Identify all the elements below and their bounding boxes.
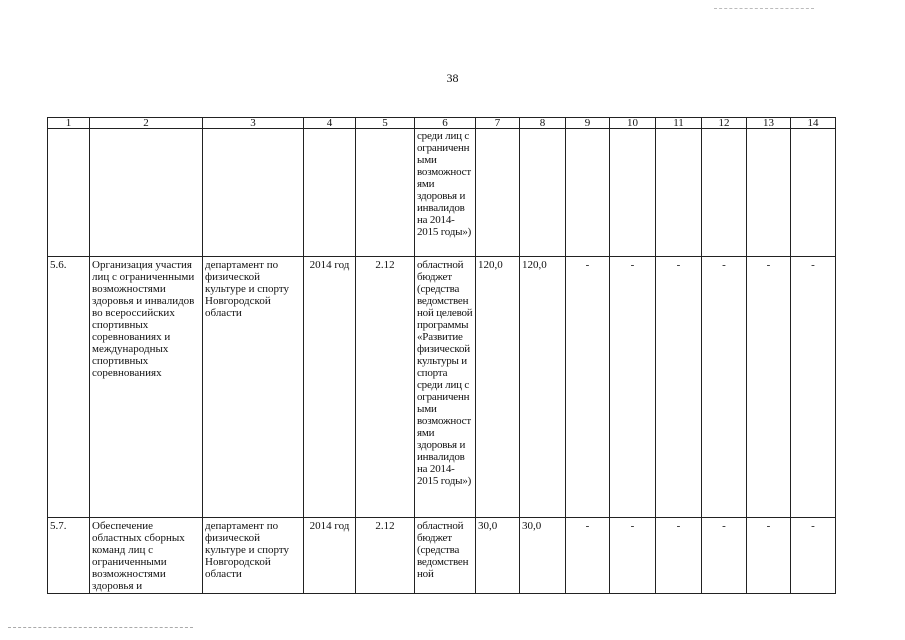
value-col12: - xyxy=(702,518,747,594)
value-col8: 120,0 xyxy=(520,257,566,518)
page-number: 38 xyxy=(446,71,459,85)
funding-source: областной бюджет (средства ведомственной целевой программы «Развитие физической культуры и спорта среди лиц с ограниченными возможностями здоровья и инвалидов на 2014-2015 годы») xyxy=(415,257,476,518)
col-header: 9 xyxy=(566,118,610,129)
activity-name: Организация участия лиц с ограниченными возможностями здоровья и инвалидов во всероссийских спортивных соревнованиях и международных спортивных соревнованиях xyxy=(90,257,203,518)
value-col7: 120,0 xyxy=(476,257,520,518)
column-number-row xyxy=(48,118,836,129)
col-header: 7 xyxy=(476,118,520,129)
col-header: 6 xyxy=(415,118,476,129)
executor: департамент по физической культуре и спорту Новгородской области xyxy=(203,257,304,518)
col-header: 14 xyxy=(791,118,836,129)
col-header: 1 xyxy=(48,118,90,129)
value-col11: - xyxy=(656,257,702,518)
value-col10: - xyxy=(610,518,656,594)
item-number: 5.6. xyxy=(48,257,90,518)
scan-artifact-bottom xyxy=(8,627,193,630)
activity-name: Обеспечение областных сборных команд лиц с ограниченными возможностями здоровья и xyxy=(90,518,203,594)
col-header: 2 xyxy=(90,118,203,129)
table-row xyxy=(48,518,836,594)
col-header: 4 xyxy=(304,118,356,129)
value-col8: 30,0 xyxy=(520,518,566,594)
year: 2014 год xyxy=(304,257,356,518)
funding-source: областной бюджет (средства ведомственной xyxy=(415,518,476,594)
target-code: 2.12 xyxy=(356,257,415,518)
value-col13: - xyxy=(747,518,791,594)
col-header: 8 xyxy=(520,118,566,129)
col-header: 10 xyxy=(610,118,656,129)
value-col14: - xyxy=(791,518,836,594)
col-header: 3 xyxy=(203,118,304,129)
value-col9: - xyxy=(566,257,610,518)
funding-source-continued: среди лиц с ограниченными возможностями здоровья и инвалидов на 2014-2015 годы») xyxy=(415,129,476,257)
value-col12: - xyxy=(702,257,747,518)
value-col14: - xyxy=(791,257,836,518)
program-table xyxy=(47,117,836,594)
executor: департамент по физической культуре и спорту Новгородской области xyxy=(203,518,304,594)
col-header: 11 xyxy=(656,118,702,129)
table-row xyxy=(48,257,836,518)
value-col7: 30,0 xyxy=(476,518,520,594)
table-row-continuation xyxy=(48,129,836,257)
scan-artifact-top xyxy=(714,8,814,11)
col-header: 5 xyxy=(356,118,415,129)
value-col11: - xyxy=(656,518,702,594)
year: 2014 год xyxy=(304,518,356,594)
value-col10: - xyxy=(610,257,656,518)
value-col13: - xyxy=(747,257,791,518)
item-number: 5.7. xyxy=(48,518,90,594)
target-code: 2.12 xyxy=(356,518,415,594)
col-header: 13 xyxy=(747,118,791,129)
value-col9: - xyxy=(566,518,610,594)
col-header: 12 xyxy=(702,118,747,129)
